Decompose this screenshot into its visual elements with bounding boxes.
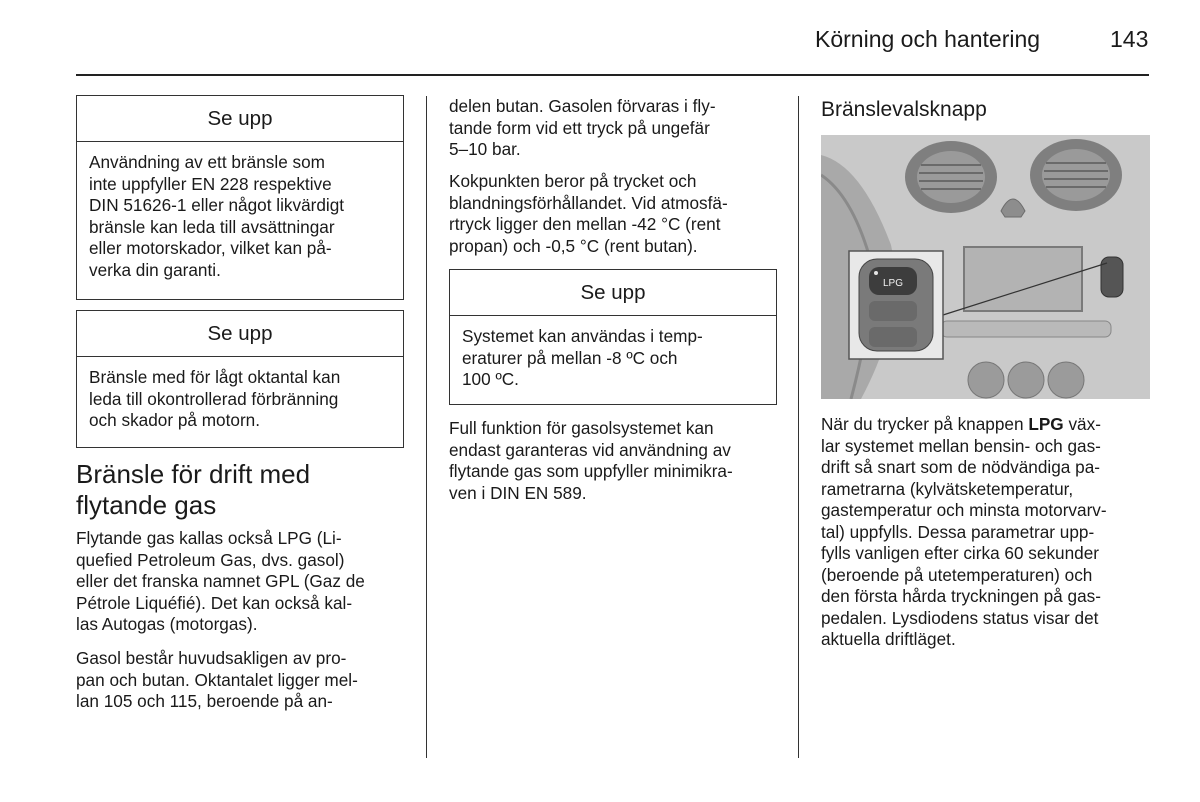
- text-line: Full funktion för gasolsystemet kan: [449, 418, 714, 438]
- text-line: Gasol består huvudsakligen av pro-: [76, 648, 347, 668]
- text-line: rtryck ligger den mellan -42 °C (rent: [449, 214, 721, 234]
- running-header-title: Körning och hantering: [815, 26, 1041, 52]
- lpg-bold-term: LPG: [1028, 414, 1064, 434]
- text-line: Pétrole Liquéfié). Det kan också kal-: [76, 592, 353, 613]
- heading-line: flytande gas: [76, 490, 217, 520]
- text-line: lar systemet mellan bensin- och gas-: [821, 435, 1101, 456]
- warning-text: [77, 357, 403, 442]
- text-line: eller det franska namnet GPL (Gaz de: [76, 571, 365, 591]
- warning-box-fuel-standard: [76, 95, 404, 300]
- text-line: inte uppfyller EN 228 respektive: [89, 173, 332, 194]
- text-line: flytande gas som uppfyller minimikra-: [449, 461, 733, 481]
- text-line: pedalen. Lysdiodens status visar det: [821, 607, 1099, 628]
- text-line: rametrarna (kylvätsketemperatur,: [821, 478, 1074, 499]
- text-line: ven i DIN EN 589.: [449, 482, 587, 503]
- text-line: drift så snart som de nödvändiga pa-: [821, 457, 1100, 477]
- text-line: verka din garanti.: [89, 259, 221, 280]
- text-line: Systemet kan användas i temp-: [462, 326, 703, 346]
- text-run: När du trycker på knappen: [821, 414, 1029, 434]
- text-line: 100 ºC.: [462, 369, 519, 389]
- text-line: fylls vanligen efter cirka 60 sekunder: [821, 543, 1100, 563]
- warning-heading: Se upp: [77, 311, 403, 357]
- paragraph-lpg-names: [76, 528, 365, 636]
- heading-line: Bränsle för drift med: [76, 459, 311, 489]
- column-divider-1: [426, 96, 427, 758]
- text-line: propan) och -0,5 °C (rent butan).: [449, 235, 698, 256]
- warning-text: [77, 142, 403, 291]
- text-line: eraturer på mellan -8 ºC och: [462, 347, 678, 368]
- text-line: gastemperatur och minsta motorvarv-: [821, 500, 1107, 520]
- text-line: bränsle kan leda till avsättningar: [89, 216, 335, 237]
- paragraph-lpg-composition: [76, 648, 358, 713]
- text-line: lan 105 och 115, beroende på an-: [76, 691, 333, 711]
- text-line: 5–10 bar.: [449, 139, 521, 159]
- section-heading-lpg: [76, 459, 310, 521]
- text-line: (beroende på utetemperaturen) och: [821, 564, 1093, 585]
- page-number: 143: [1110, 26, 1149, 52]
- text-line: aktuella driftläget.: [821, 629, 956, 649]
- paragraph-full-function: [449, 418, 733, 504]
- dashboard-drawing: [821, 135, 1150, 399]
- text-line: DIN 51626-1 eller något likvärdigt: [89, 195, 345, 215]
- text-line: och skador på motorn.: [89, 410, 261, 430]
- text-line: blandningsförhållandet. Vid atmosfä-: [449, 192, 728, 213]
- dashboard-illustration: [821, 135, 1150, 399]
- text-line: eller motorskador, vilket kan på-: [89, 238, 332, 258]
- text-line: tande form vid ett tryck på ungefär: [449, 117, 710, 138]
- text-line: Användning av ett bränsle som: [89, 152, 325, 172]
- warning-text: [450, 316, 776, 401]
- lpg-button-label: LPG: [882, 278, 904, 289]
- warning-heading: Se upp: [450, 270, 776, 316]
- text-line: Flytande gas kallas också LPG (Li-: [76, 528, 342, 548]
- header-rule: [76, 74, 1149, 76]
- section-heading-fuel-selector: Bränslevalsknapp: [821, 98, 987, 121]
- warning-box-octane: [76, 310, 404, 448]
- warning-heading: Se upp: [77, 96, 403, 142]
- paragraph-storage: [449, 96, 716, 161]
- text-line: Bränsle med för lågt oktantal kan: [89, 367, 341, 387]
- paragraph-lpg-button: [821, 414, 1107, 651]
- text-line: endast garanteras vid användning av: [449, 439, 731, 460]
- text-run: väx-: [1063, 414, 1101, 434]
- text-line: delen butan. Gasolen förvaras i fly-: [449, 96, 716, 116]
- text-line: tal) uppfylls. Dessa parametrar upp-: [821, 521, 1095, 542]
- warning-box-temperature: [449, 269, 777, 405]
- paragraph-boiling-point: [449, 171, 728, 257]
- text-line: pan och butan. Oktantalet ligger mel-: [76, 669, 358, 690]
- text-line: las Autogas (motorgas).: [76, 614, 258, 634]
- text-line: leda till okontrollerad förbränning: [89, 388, 339, 409]
- text-line: den första hårda tryckningen på gas-: [821, 586, 1101, 606]
- text-line: [821, 414, 1107, 436]
- text-line: Kokpunkten beror på trycket och: [449, 171, 697, 191]
- column-divider-2: [798, 96, 799, 758]
- text-line: quefied Petroleum Gas, dvs. gasol): [76, 549, 345, 570]
